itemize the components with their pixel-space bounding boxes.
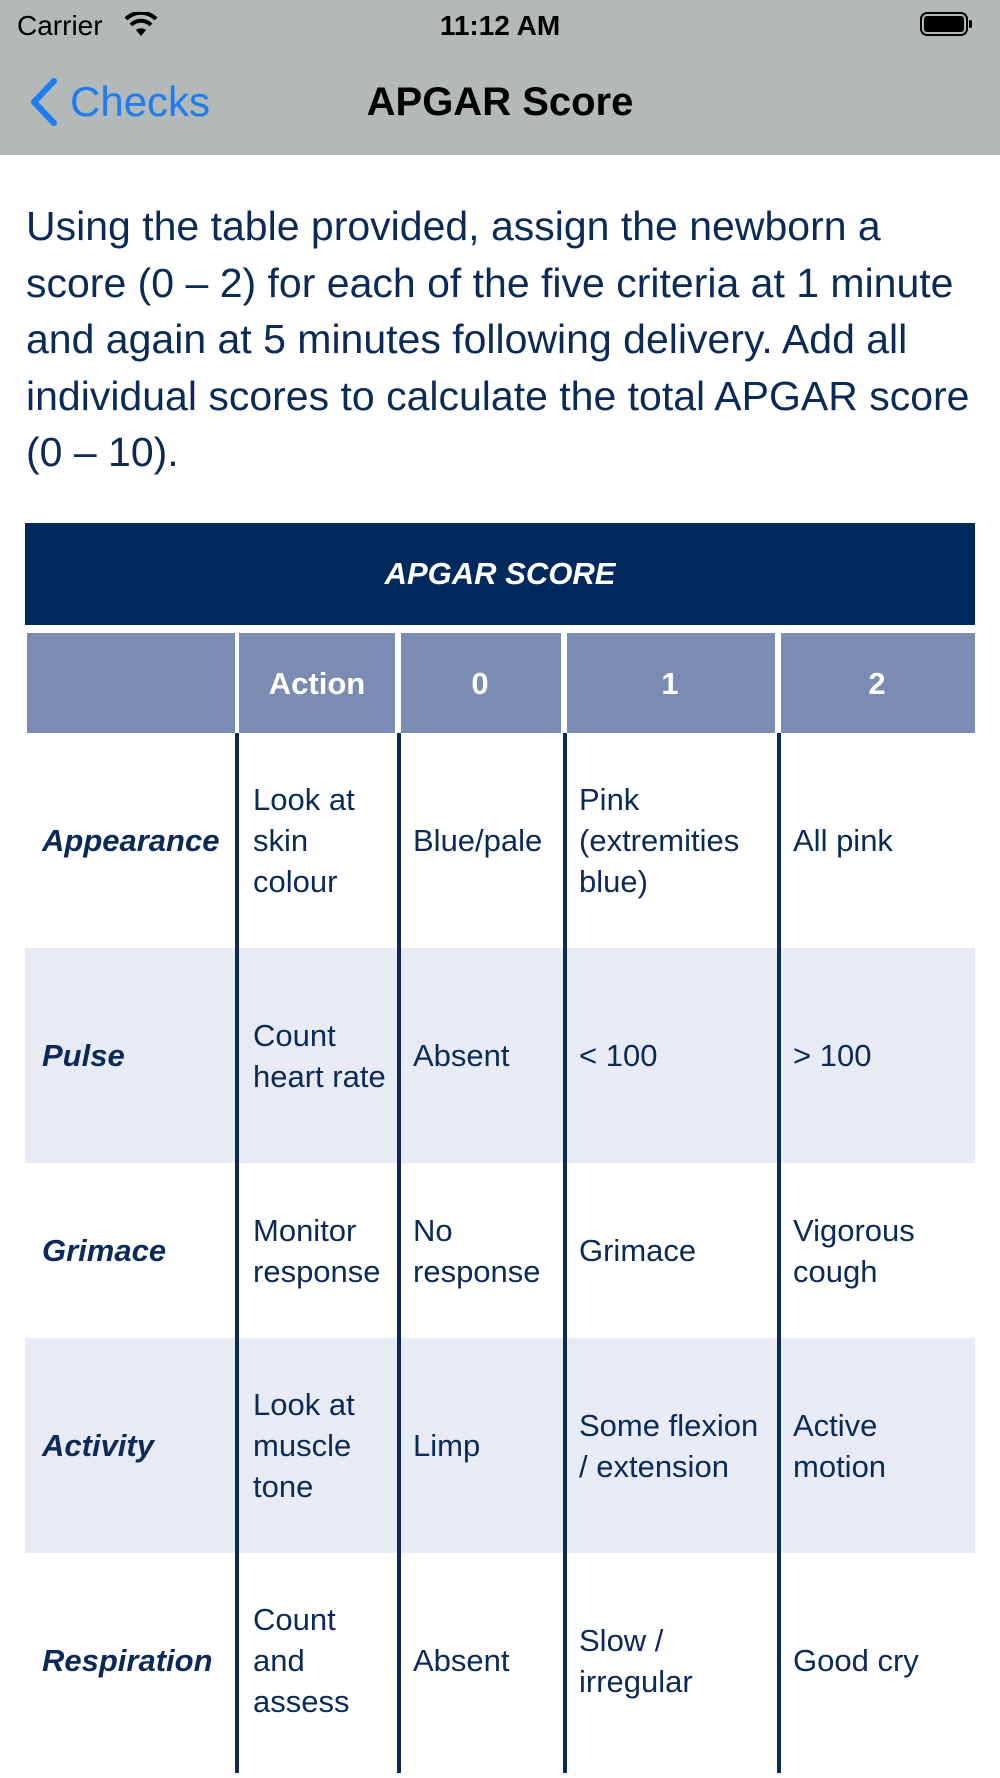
score-1-cell: Some flexion / extension: [579, 1407, 759, 1484]
table-header-row: [25, 633, 975, 733]
clock: 11:12 AM: [439, 10, 561, 41]
header-column-divider: [397, 630, 401, 733]
header-cell-empty: [27, 633, 235, 733]
battery-icon: [920, 12, 974, 36]
criterion-cell: Grimace: [42, 1233, 167, 1268]
action-cell: Look at muscle tone: [253, 1387, 355, 1504]
header-column-divider: [563, 630, 567, 733]
score-2-cell: Vigorous cough: [793, 1212, 915, 1289]
table-row: [25, 1163, 975, 1338]
header-cell-action: Action: [239, 633, 395, 733]
criterion-cell: Appearance: [42, 823, 220, 858]
table-row: [25, 1553, 975, 1768]
score-2-cell: All pink: [793, 823, 893, 858]
column-divider: [397, 733, 401, 1773]
header-cell-score-1: 1: [565, 633, 775, 733]
criterion-cell: Respiration: [42, 1643, 213, 1678]
header-divider: [25, 628, 975, 631]
header-cell-score-2: 2: [779, 633, 975, 733]
navigation-bar: [0, 50, 1000, 155]
table-row: [25, 948, 975, 1163]
criterion-cell: Activity: [42, 1428, 154, 1463]
score-0-cell: Absent: [413, 1643, 510, 1678]
page-title: APGAR Score: [366, 80, 634, 124]
column-divider: [777, 733, 781, 1773]
header-cell-score-0: 0: [399, 633, 561, 733]
score-2-cell: Good cry: [793, 1643, 919, 1678]
score-2-cell: > 100: [793, 1038, 872, 1073]
score-0-cell: No response: [413, 1212, 541, 1289]
action-cell: Count heart rate: [253, 1017, 386, 1094]
table-title: APGAR SCORE: [25, 523, 975, 625]
score-1-cell: < 100: [579, 1038, 658, 1073]
header-column-divider: [235, 630, 239, 733]
column-divider: [563, 733, 567, 1773]
score-1-cell: Slow / irregular: [579, 1622, 693, 1699]
score-1-cell: Pink (extremities blue): [579, 782, 740, 899]
action-cell: Count and assess: [253, 1602, 350, 1719]
action-cell: Look at skin colour: [253, 782, 355, 899]
score-0-cell: Absent: [413, 1038, 510, 1073]
carrier-label: Carrier: [17, 10, 103, 41]
column-divider: [235, 733, 239, 1773]
instructions-text: Using the table provided, assign the newborn a score (0 – 2) for each of the five criteria at 1 minute and again at 5 minutes following delivery. Add all individual scores to calculate the total APGAR score (0 – 10).: [26, 203, 970, 475]
table-row: [25, 733, 975, 948]
back-button-label: Checks: [70, 78, 211, 125]
score-0-cell: Blue/pale: [413, 823, 543, 858]
criterion-cell: Pulse: [42, 1038, 125, 1073]
score-2-cell: Active motion: [793, 1407, 887, 1484]
table-row: [25, 1338, 975, 1553]
score-1-cell: Grimace: [579, 1233, 697, 1268]
action-cell: Monitor response: [253, 1212, 381, 1289]
score-0-cell: Limp: [413, 1428, 481, 1463]
header-column-divider: [777, 630, 781, 733]
status-bar: [0, 0, 1000, 50]
